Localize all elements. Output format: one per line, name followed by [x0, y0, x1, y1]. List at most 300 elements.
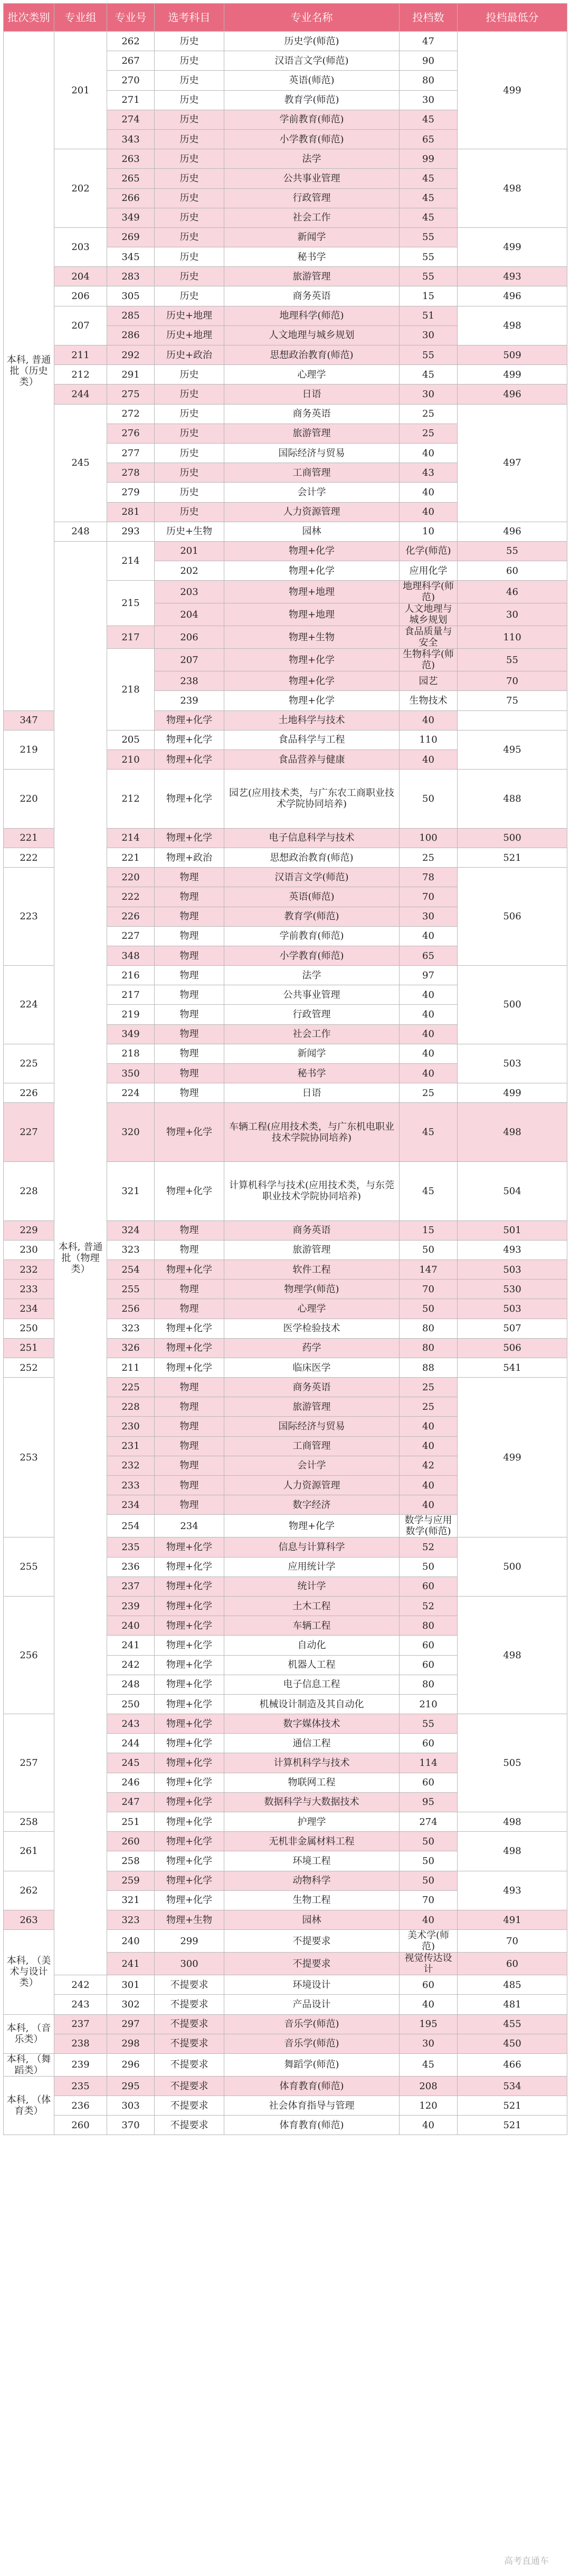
major-no-cell: 205 [107, 730, 155, 749]
subjects-cell: 物理 [155, 868, 224, 887]
group-cell: 260 [54, 2116, 107, 2135]
count-cell: 114 [400, 1753, 458, 1773]
major-no-cell: 293 [107, 522, 155, 541]
count-cell: 52 [400, 1537, 458, 1557]
major-no-cell: 298 [107, 2034, 155, 2053]
subjects-cell: 物理 [155, 946, 224, 965]
group-cell: 217 [107, 626, 155, 649]
subjects-cell: 历史 [155, 267, 224, 286]
count-cell: 120 [400, 2096, 458, 2116]
header-count: 投档数 [400, 4, 458, 32]
min-score-cell: 521 [458, 848, 567, 867]
major-name-cell: 新闻学 [224, 1044, 400, 1063]
major-no-cell: 214 [107, 828, 155, 848]
major-no-cell: 212 [107, 770, 155, 829]
major-name-cell: 体育教育(师范) [224, 2076, 400, 2096]
count-cell: 80 [400, 1338, 458, 1358]
count-cell: 50 [400, 770, 458, 829]
group-cell: 224 [4, 966, 54, 1044]
subjects-cell: 不提要求 [155, 2014, 224, 2034]
count-cell: 70 [400, 1890, 458, 1910]
major-name-cell: 生物科学(师范) [400, 649, 458, 671]
subjects-cell: 物理 [155, 887, 224, 907]
major-no-cell: 218 [107, 1044, 155, 1063]
count-cell: 40 [400, 1436, 458, 1456]
subjects-cell: 物理 [155, 1456, 224, 1475]
major-name-cell: 公共事业管理 [224, 169, 400, 188]
major-no-cell: 259 [107, 1871, 155, 1890]
subjects-cell: 物理+化学 [155, 1596, 224, 1616]
batch-cell: 本科, 普通批（物理类） [54, 541, 107, 1975]
subjects-cell: 物理+化学 [155, 1358, 224, 1377]
count-cell: 40 [400, 483, 458, 502]
header-min-score: 投档最低分 [458, 4, 567, 32]
major-name-cell: 音乐学(师范) [224, 2034, 400, 2053]
subjects-cell: 不提要求 [155, 2053, 224, 2076]
min-score-cell: 493 [458, 1871, 567, 1910]
major-no-cell: 226 [107, 907, 155, 926]
subjects-cell: 不提要求 [155, 1995, 224, 2014]
table-row [4, 2076, 567, 2096]
subjects-cell: 物理+生物 [155, 1910, 224, 1929]
count-cell: 30 [400, 385, 458, 404]
count-cell: 70 [458, 671, 567, 691]
group-cell: 230 [4, 1240, 54, 1260]
major-name-cell: 汉语言文学(师范) [224, 868, 400, 887]
count-cell: 60 [400, 1773, 458, 1792]
subjects-cell: 物理 [155, 1495, 224, 1515]
group-cell: 242 [54, 1975, 107, 1995]
subjects-cell: 历史 [155, 149, 224, 169]
major-no-cell: 241 [107, 1636, 155, 1655]
min-score-cell: 455 [458, 2014, 567, 2034]
major-no-cell: 286 [107, 325, 155, 345]
header-group: 专业组 [54, 4, 107, 32]
subjects-cell: 不提要求 [224, 1953, 400, 1975]
group-cell: 236 [54, 2096, 107, 2116]
subjects-cell: 物理 [155, 1064, 224, 1083]
major-name-cell: 英语(师范) [224, 71, 400, 90]
header-row [4, 4, 567, 32]
major-no-cell: 323 [107, 1910, 155, 1929]
subjects-cell: 历史+地理 [155, 306, 224, 325]
major-no-cell: 203 [155, 581, 224, 603]
major-no-cell: 202 [155, 561, 224, 581]
subjects-cell: 物理+化学 [155, 1851, 224, 1871]
group-cell: 214 [107, 541, 155, 580]
major-name-cell: 信息与计算科学 [224, 1537, 400, 1557]
subjects-cell: 物理 [155, 985, 224, 1005]
major-no-cell: 281 [107, 502, 155, 522]
table-row [4, 522, 567, 541]
major-name-cell: 小学教育(师范) [224, 129, 400, 149]
group-cell: 255 [4, 1537, 54, 1597]
count-cell: 70 [400, 1280, 458, 1299]
major-no-cell: 258 [107, 1851, 155, 1871]
major-no-cell: 275 [107, 385, 155, 404]
table-row [4, 2096, 567, 2116]
batch-cell: 本科, （体育类） [4, 2076, 54, 2135]
subjects-cell: 物理+化学 [155, 1753, 224, 1773]
major-no-cell: 272 [107, 404, 155, 424]
subjects-cell: 物理+化学 [155, 1319, 224, 1338]
table-row [4, 404, 567, 424]
subjects-cell: 物理 [155, 907, 224, 926]
major-name-cell: 药学 [224, 1338, 400, 1358]
count-cell: 46 [458, 581, 567, 603]
count-cell: 50 [400, 1871, 458, 1890]
major-name-cell: 体育教育(师范) [224, 2116, 400, 2135]
major-no-cell: 323 [107, 1319, 155, 1338]
major-no-cell: 211 [107, 1358, 155, 1377]
major-no-cell: 239 [107, 1596, 155, 1616]
min-score-cell: 534 [458, 2076, 567, 2096]
table-body [4, 32, 567, 2135]
count-cell: 65 [400, 946, 458, 965]
count-cell: 60 [458, 1953, 567, 1975]
count-cell: 40 [400, 750, 458, 770]
count-cell: 40 [400, 1417, 458, 1436]
count-cell: 30 [400, 90, 458, 110]
subjects-cell: 物理+化学 [155, 1616, 224, 1636]
subjects-cell: 历史 [155, 483, 224, 502]
major-no-cell: 219 [107, 1005, 155, 1024]
count-cell: 45 [400, 2053, 458, 2076]
major-name-cell: 行政管理 [224, 188, 400, 208]
count-cell: 45 [400, 1103, 458, 1162]
subjects-cell: 历史+政治 [155, 345, 224, 365]
count-cell: 147 [400, 1260, 458, 1279]
group-cell: 241 [107, 1953, 155, 1975]
major-name-cell: 园艺(应用技术类，与广东农工商职业技术学院协同培养) [224, 770, 400, 829]
min-score-cell: 505 [458, 1714, 567, 1812]
count-cell: 50 [400, 1832, 458, 1851]
subjects-cell: 物理 [155, 1476, 224, 1495]
major-name-cell: 车辆工程(应用技术类，与广东机电职业技术学院协同培养) [224, 1103, 400, 1162]
count-cell: 55 [400, 267, 458, 286]
table-row [4, 267, 567, 286]
subjects-cell: 物理 [155, 1220, 224, 1240]
subjects-cell: 物理 [155, 1280, 224, 1299]
min-score-cell: 493 [458, 1240, 567, 1260]
major-name-cell: 人力资源管理 [224, 502, 400, 522]
major-name-cell: 学前教育(师范) [224, 926, 400, 946]
major-name-cell: 旅游管理 [224, 1240, 400, 1260]
major-name-cell: 心理学 [224, 1299, 400, 1319]
major-no-cell: 234 [107, 1495, 155, 1515]
major-name-cell: 工商管理 [224, 1436, 400, 1456]
major-name-cell: 电子信息科学与技术 [224, 828, 400, 848]
count-cell: 70 [400, 887, 458, 907]
count-cell: 40 [400, 1044, 458, 1063]
subjects-cell: 物理+化学 [155, 1557, 224, 1577]
min-score-cell: 521 [458, 2096, 567, 2116]
count-cell: 40 [400, 1910, 458, 1929]
count-cell: 55 [458, 541, 567, 561]
major-no-cell: 204 [155, 603, 224, 626]
count-cell: 45 [400, 1162, 458, 1221]
major-name-cell: 食品质量与安全 [400, 626, 458, 649]
group-cell: 227 [4, 1103, 54, 1162]
count-cell: 80 [400, 71, 458, 90]
major-name-cell: 国际经济与贸易 [224, 443, 400, 463]
major-name-cell: 物联网工程 [224, 1773, 400, 1792]
subjects-cell: 物理+化学 [155, 1260, 224, 1279]
major-no-cell: 221 [107, 848, 155, 867]
subjects-cell: 历史 [155, 188, 224, 208]
count-cell: 47 [400, 32, 458, 51]
major-name-cell: 国际经济与贸易 [224, 1417, 400, 1436]
table-row [4, 1975, 567, 1995]
group-cell: 201 [54, 32, 107, 149]
major-no-cell: 349 [107, 1024, 155, 1044]
group-cell: 232 [4, 1260, 54, 1279]
major-name-cell: 土木工程 [224, 1596, 400, 1616]
min-score-cell: 521 [458, 2116, 567, 2135]
table-row [4, 286, 567, 306]
min-score-cell: 503 [458, 1044, 567, 1083]
major-name-cell: 商务英语 [224, 1378, 400, 1397]
batch-cell: 本科, （舞蹈类） [4, 2053, 54, 2076]
subjects-cell: 物理+化学 [155, 1890, 224, 1910]
table-row [4, 365, 567, 385]
count-cell: 208 [400, 2076, 458, 2096]
min-score-cell: 499 [458, 1378, 567, 1537]
subjects-cell: 历史 [155, 169, 224, 188]
min-score-cell: 503 [458, 1299, 567, 1319]
count-cell: 60 [458, 561, 567, 581]
count-cell: 80 [400, 1675, 458, 1694]
major-no-cell: 348 [107, 946, 155, 965]
group-cell: 220 [4, 770, 54, 829]
group-cell: 229 [4, 1220, 54, 1240]
major-name-cell: 行政管理 [224, 1005, 400, 1024]
major-name-cell: 旅游管理 [224, 1397, 400, 1417]
major-no-cell: 230 [107, 1417, 155, 1436]
header-major-no: 专业号 [107, 4, 155, 32]
count-cell: 51 [400, 306, 458, 325]
count-cell: 60 [400, 1636, 458, 1655]
group-cell: 239 [54, 2053, 107, 2076]
subjects-cell: 历史 [155, 208, 224, 227]
major-no-cell: 297 [107, 2014, 155, 2034]
count-cell: 60 [400, 1655, 458, 1675]
major-name-cell: 舞蹈学(师范) [224, 2053, 400, 2076]
subjects-cell: 物理 [155, 1378, 224, 1397]
count-cell: 60 [400, 1975, 458, 1995]
min-score-cell: 501 [458, 1220, 567, 1240]
major-no-cell: 201 [155, 541, 224, 561]
major-name-cell: 软件工程 [224, 1260, 400, 1279]
count-cell: 15 [400, 1220, 458, 1240]
table-row [4, 32, 567, 51]
major-no-cell: 206 [155, 626, 224, 649]
table-row [4, 2034, 567, 2053]
major-no-cell: 245 [107, 1753, 155, 1773]
major-no-cell: 244 [107, 1734, 155, 1753]
major-name-cell: 自动化 [224, 1636, 400, 1655]
group-cell: 226 [4, 1083, 54, 1103]
subjects-cell: 物理 [155, 1005, 224, 1024]
table-row [4, 2014, 567, 2034]
group-cell: 219 [4, 730, 54, 769]
group-cell: 202 [54, 149, 107, 228]
min-score-cell: 485 [458, 1975, 567, 1995]
subjects-cell: 物理 [155, 1299, 224, 1319]
min-score-cell: 509 [458, 345, 567, 365]
subjects-cell: 物理+地理 [224, 603, 400, 626]
major-name-cell: 环境设计 [224, 1975, 400, 1995]
count-cell: 25 [400, 1083, 458, 1103]
subjects-cell: 物理+化学 [224, 541, 400, 561]
group-cell: 215 [107, 581, 155, 626]
major-name-cell: 日语 [224, 1083, 400, 1103]
major-name-cell: 护理学 [224, 1812, 400, 1832]
count-cell: 88 [400, 1358, 458, 1377]
count-cell: 40 [400, 2116, 458, 2135]
major-no-cell: 324 [107, 1220, 155, 1240]
subjects-cell: 物理+化学 [155, 1103, 224, 1162]
major-name-cell: 园林 [224, 522, 400, 541]
subjects-cell: 不提要求 [155, 1975, 224, 1995]
major-no-cell: 220 [107, 868, 155, 887]
table-row [4, 2116, 567, 2135]
subjects-cell: 不提要求 [224, 1930, 400, 1953]
group-cell: 248 [54, 522, 107, 541]
group-cell: 245 [54, 404, 107, 522]
count-cell: 195 [400, 2014, 458, 2034]
major-no-cell: 370 [107, 2116, 155, 2135]
major-no-cell: 263 [107, 149, 155, 169]
major-no-cell: 301 [107, 1975, 155, 1995]
subjects-cell: 物理+化学 [155, 1636, 224, 1655]
major-no-cell: 228 [107, 1397, 155, 1417]
subjects-cell: 物理+化学 [155, 1792, 224, 1812]
major-name-cell: 数字媒体技术 [224, 1714, 400, 1734]
subjects-cell: 物理+化学 [155, 750, 224, 770]
major-name-cell: 旅游管理 [224, 267, 400, 286]
min-score-cell: 541 [458, 1358, 567, 1377]
group-cell: 233 [4, 1280, 54, 1299]
major-no-cell: 255 [107, 1280, 155, 1299]
table-row [4, 227, 567, 247]
count-cell: 40 [400, 985, 458, 1005]
subjects-cell: 物理+化学 [155, 1694, 224, 1714]
subjects-cell: 历史 [155, 365, 224, 385]
major-no-cell: 271 [107, 90, 155, 110]
major-no-cell: 250 [107, 1694, 155, 1714]
major-no-cell: 274 [107, 110, 155, 129]
major-name-cell: 地理科学(师范) [400, 581, 458, 603]
subjects-cell: 物理+化学 [155, 1577, 224, 1596]
count-cell: 30 [400, 325, 458, 345]
major-name-cell: 生物技术 [400, 691, 458, 710]
major-no-cell: 238 [155, 671, 224, 691]
table-row [4, 385, 567, 404]
major-no-cell: 234 [155, 1515, 224, 1537]
admission-table [3, 3, 567, 2135]
major-no-cell: 222 [107, 887, 155, 907]
group-cell: 243 [54, 1995, 107, 2014]
group-cell: 235 [54, 2076, 107, 2096]
count-cell: 30 [400, 907, 458, 926]
subjects-cell: 物理+生物 [224, 626, 400, 649]
major-name-cell: 数字经济 [224, 1495, 400, 1515]
major-name-cell: 学前教育(师范) [224, 110, 400, 129]
subjects-cell: 物理+政治 [155, 848, 224, 867]
major-no-cell: 210 [107, 750, 155, 770]
major-name-cell: 地理科学(师范) [224, 306, 400, 325]
major-no-cell: 239 [155, 691, 224, 710]
subjects-cell: 历史 [155, 90, 224, 110]
group-cell: 253 [4, 1378, 54, 1537]
subjects-cell: 历史 [155, 247, 224, 267]
subjects-cell: 物理 [155, 1436, 224, 1456]
subjects-cell: 物理+地理 [224, 581, 400, 603]
group-cell: 204 [54, 267, 107, 286]
major-no-cell: 224 [107, 1083, 155, 1103]
count-cell: 40 [400, 502, 458, 522]
count-cell: 30 [458, 603, 567, 626]
major-no-cell: 254 [107, 1260, 155, 1279]
major-no-cell: 267 [107, 51, 155, 71]
count-cell: 40 [400, 1024, 458, 1044]
count-cell: 55 [458, 649, 567, 671]
major-name-cell: 计算机科学与技术 [224, 1753, 400, 1773]
subjects-cell: 物理+化学 [224, 671, 400, 691]
header-batch: 批次类别 [4, 4, 54, 32]
major-no-cell: 231 [107, 1436, 155, 1456]
major-no-cell: 233 [107, 1476, 155, 1495]
count-cell: 42 [400, 1456, 458, 1475]
count-cell: 25 [400, 1378, 458, 1397]
major-no-cell: 217 [107, 985, 155, 1005]
major-no-cell: 232 [107, 1456, 155, 1475]
min-score-cell: 499 [458, 1083, 567, 1103]
major-no-cell: 207 [155, 649, 224, 671]
major-name-cell: 园艺 [400, 671, 458, 691]
major-name-cell: 通信工程 [224, 1734, 400, 1753]
count-cell: 50 [400, 1851, 458, 1871]
subjects-cell: 物理 [155, 1240, 224, 1260]
major-no-cell: 227 [107, 926, 155, 946]
count-cell: 95 [400, 1792, 458, 1812]
count-cell: 45 [400, 208, 458, 227]
count-cell: 40 [400, 1495, 458, 1515]
table-row [4, 1995, 567, 2014]
major-no-cell: 266 [107, 188, 155, 208]
major-no-cell: 292 [107, 345, 155, 365]
major-no-cell: 302 [107, 1995, 155, 2014]
count-cell: 43 [400, 463, 458, 483]
major-name-cell: 产品设计 [224, 1995, 400, 2014]
table-row [4, 541, 567, 561]
group-cell: 225 [4, 1044, 54, 1083]
min-score-cell: 504 [458, 1162, 567, 1221]
major-name-cell: 商务英语 [224, 286, 400, 306]
major-no-cell: 295 [107, 2076, 155, 2096]
count-cell: 110 [458, 626, 567, 649]
major-name-cell: 生物工程 [224, 1890, 400, 1910]
count-cell: 55 [400, 1714, 458, 1734]
subjects-cell: 物理+化学 [155, 730, 224, 749]
subjects-cell: 历史 [155, 502, 224, 522]
table-row [4, 345, 567, 365]
min-score-cell: 500 [458, 966, 567, 1044]
min-score-cell: 530 [458, 1280, 567, 1299]
major-no-cell: 345 [107, 247, 155, 267]
count-cell: 75 [458, 691, 567, 710]
